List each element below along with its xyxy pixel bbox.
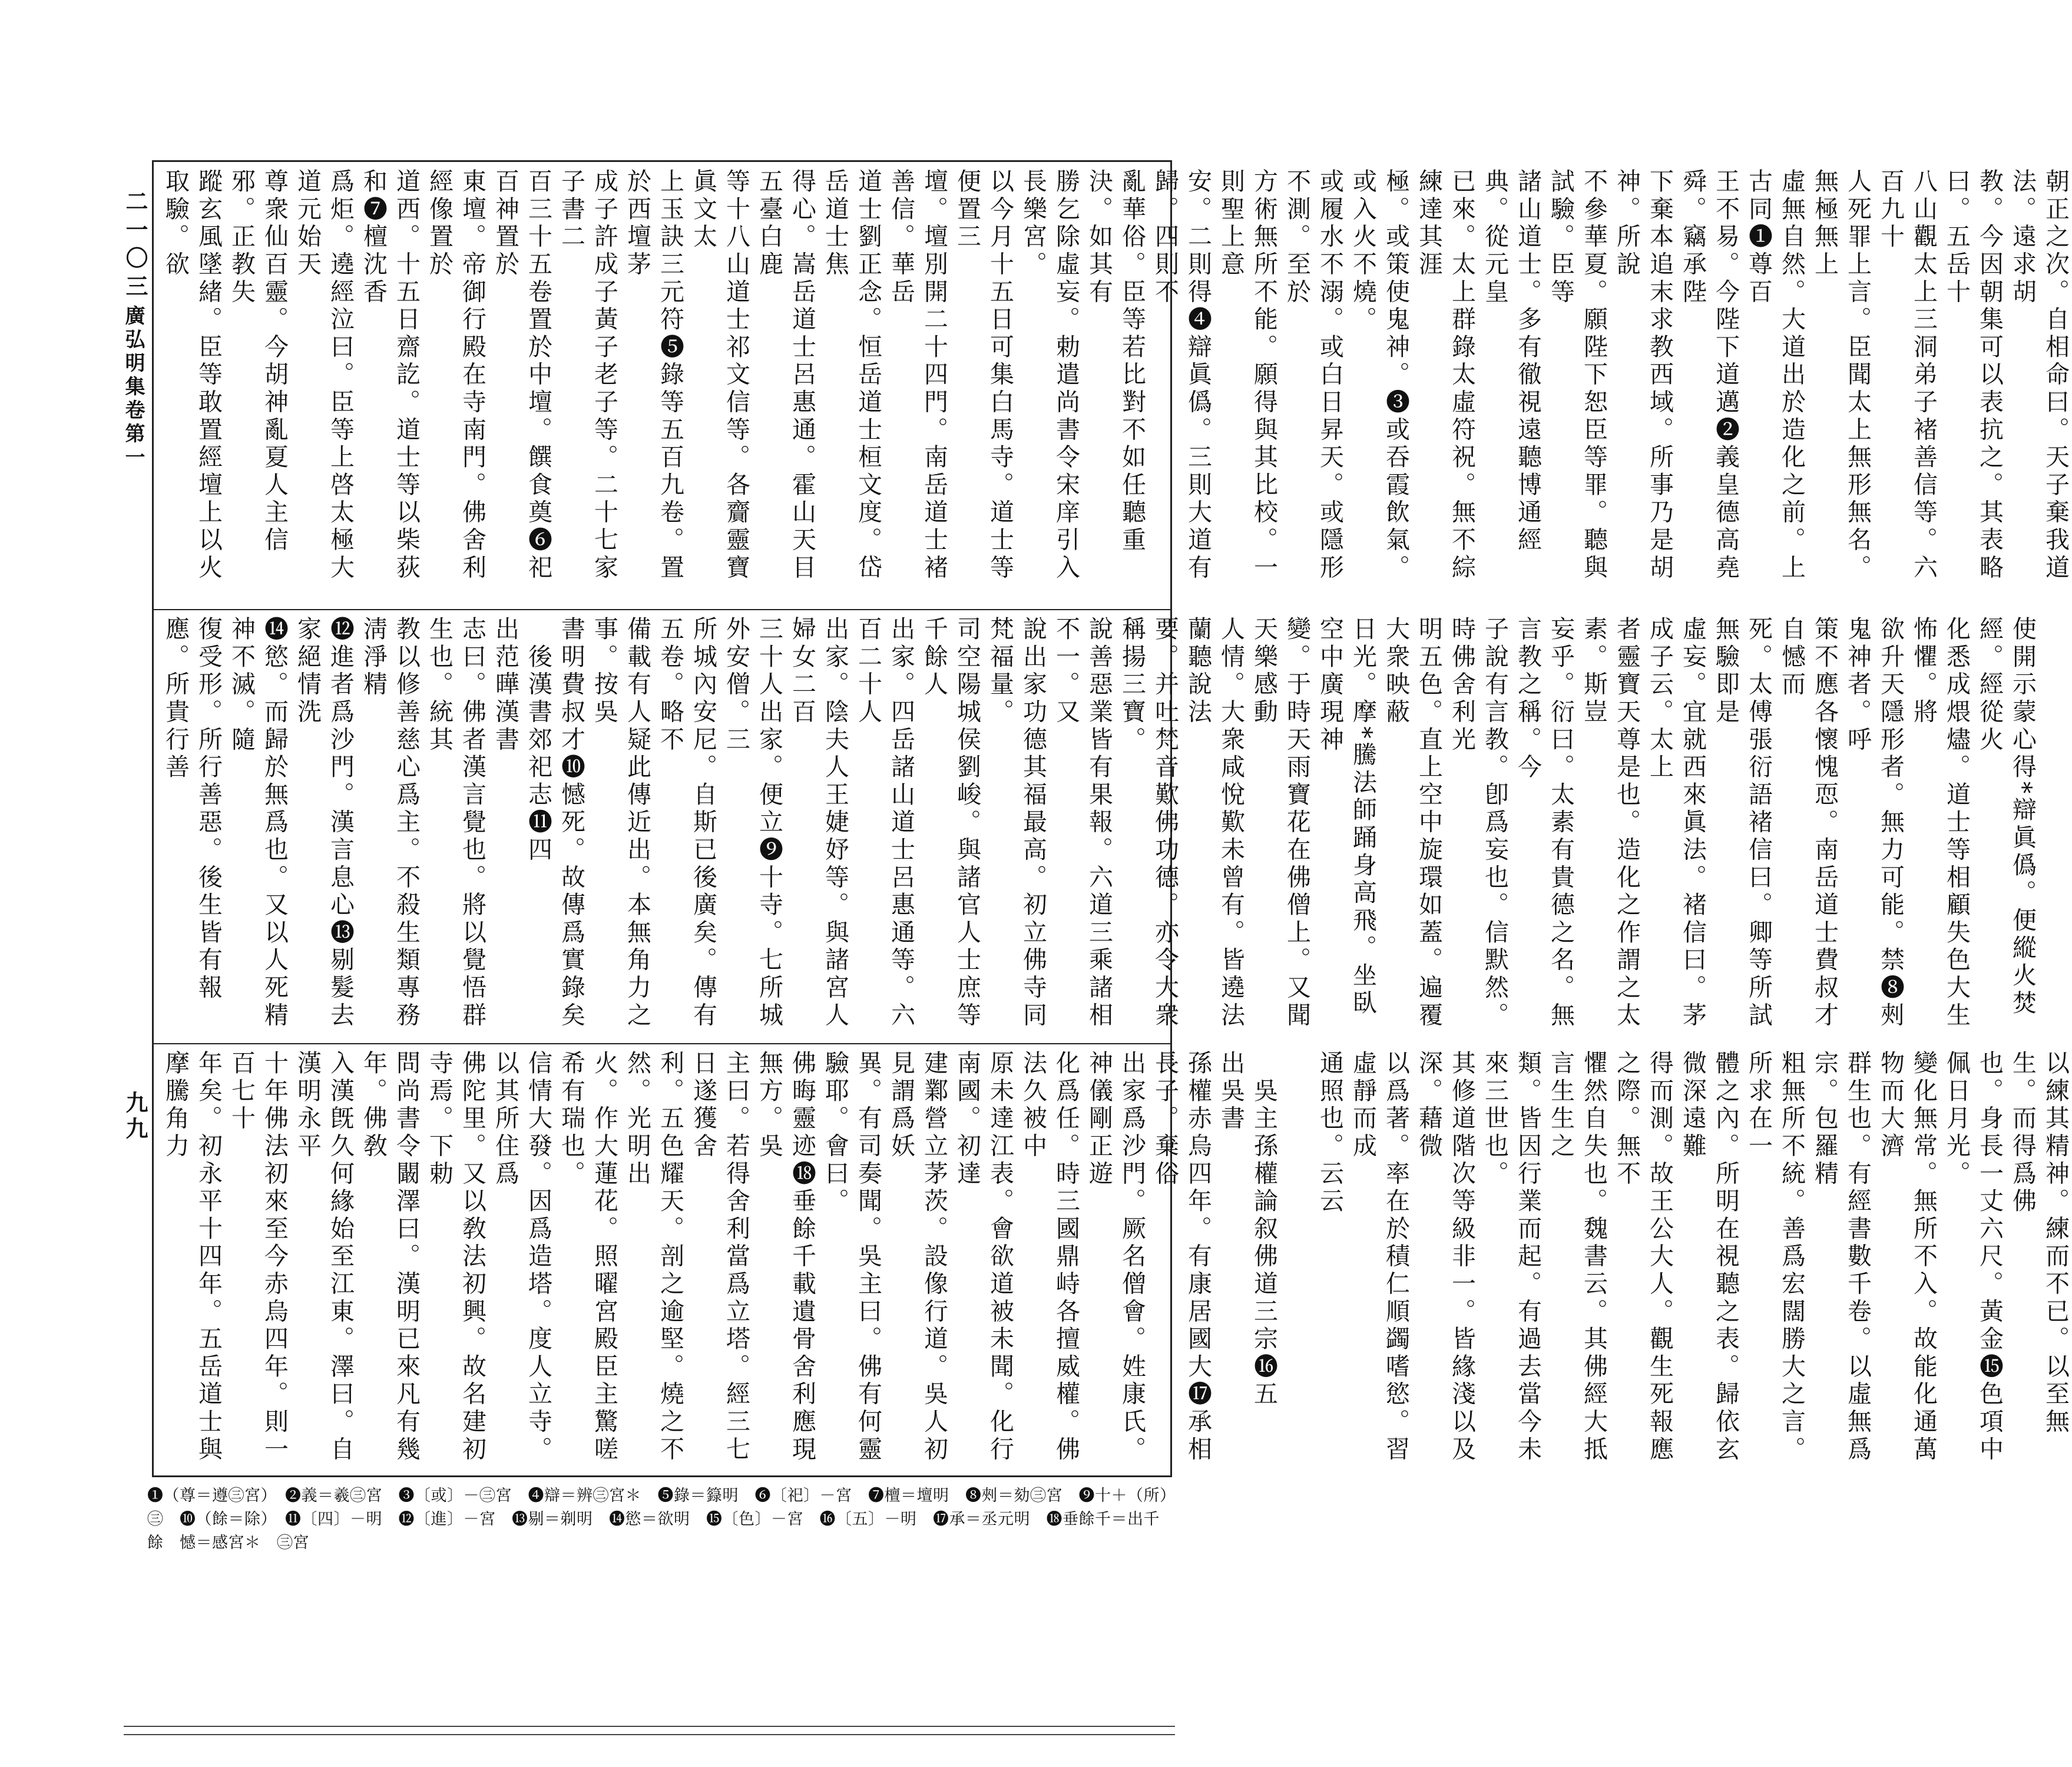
- text-column: 建鄴營立茅茨。設像行道。吳人初見謂爲妖: [887, 1050, 948, 1464]
- collation-footnotes: ❶（尊＝遵㊂宮） ❷義＝羲㊂宮 ❸〔或〕－㊂宮 ❹辯＝辨㊂宮＊ ❺錄＝籙明 ❻〔祀〕－宮 ❼檀＝壇明 ❽㓨＝劾㊂宮 ❾十＋（所）㊂ ❿（餘＝除） ⓫〔四〕－明 ⓬〔進〕－宮 ⓭剔＝剃明 ⓮慾＝欲明 ⓯〔色〕－宮 ⓰〔五〕－明 ⓱承＝丞元明 ⓲垂餘千＝出千餘 憾＝感宮＊ ㊂宮: [147, 1487, 1168, 1552]
- text-column: 死。太傅張衍語褚信曰。卿等所試無驗即是: [1712, 616, 1773, 1030]
- text-column: 主曰。若得舍利當爲立塔。經三七日遂獲舍: [689, 1050, 750, 1464]
- text-column: 信情大發。因爲造塔。度人立寺。以其所住爲: [491, 1050, 552, 1464]
- text-column: 欲升天隱形者。無力可能。禁❽㓨鬼神者。呼: [1843, 616, 1905, 1030]
- text-column: 體之內。所明在視聽之表。歸依玄微深遠難: [1679, 1050, 1740, 1464]
- text-column: 已來。太上群錄太虛符祝。無不綜練達其涯: [1415, 168, 1476, 582]
- text-column: 三十人出家。便立❾十寺。七所城外安僧。三: [722, 616, 783, 1030]
- text-column: 成子許成子黃子老子等。二十七家子書二: [557, 168, 618, 582]
- text-column: 以練其精神。練而不已。以至無生。而得爲佛: [2008, 1050, 2070, 1437]
- text-column: 爲炬。遶經泣曰。臣等上啓太極大道元始天: [293, 168, 355, 582]
- text-column: 蹤玄風墜緒。臣等敢置經壇上以火取驗。欲: [161, 168, 223, 582]
- text-column: 說出家功德其福最高。初立佛寺同梵福量。: [986, 616, 1047, 1030]
- text-column: 出家。陰夫人王婕妤等。與諸宮人婦女二百: [788, 616, 849, 1030]
- text-column: 出家爲沙門。厥名僧會。姓康氏。神儀剛正遊: [1085, 1050, 1146, 1464]
- text-column: 東壇。帝御行殿在寺南門。佛舍利經像置於: [425, 168, 486, 582]
- text-column: 志曰。佛者漢言覺也。將以覺悟群生也。統其: [425, 616, 486, 1030]
- bottom-rule: [124, 1726, 1175, 1727]
- text-column: 百三十五卷置於中壇。饌食奠❻祀百神置於: [491, 168, 552, 582]
- text-column: 十年佛法初來至今赤烏四年。則一百七十: [227, 1050, 289, 1464]
- text-column: 以今月十五日可集白馬寺。道士等便置三: [953, 168, 1014, 582]
- text-column: 虛無自然。大道出於造化之前。上古同❶尊百: [1745, 168, 1806, 582]
- text-column: 者靈寶天尊是也。造化之作謂之太素。斯豈: [1580, 616, 1641, 1030]
- bottom-rule-double: [124, 1734, 1175, 1735]
- text-column: [1280, 1050, 1313, 1470]
- text-column: 日光。摩*騰法師踊身高飛。坐臥空中廣現神: [1316, 616, 1377, 1018]
- text-column: 極。或策使鬼神。❸或吞霞飲氣。或入火不燒。: [1349, 168, 1410, 582]
- text-column: 化悉成煨燼。道士等相顧失色大生怖懼。將: [1909, 616, 1971, 1030]
- text-column: 教。今因朝集可以表抗之。其表略曰。五岳十: [1942, 168, 2004, 582]
- text-column: 人情。大衆咸悅歎未曾有。皆遶法蘭聽說法: [1184, 616, 1245, 1030]
- text-column: 王不易。今陛下道邁❷義皇德高堯舜。竊承陛: [1679, 168, 1740, 582]
- text-column: 備載有人疑此傳近出。本無角力之事。按吳: [590, 616, 651, 1030]
- text-column: 司空陽城侯劉峻。與諸官人士庶等千餘人: [920, 616, 981, 1030]
- text-column: 書明費叔才❿憾死。故傳爲實錄矣: [557, 616, 585, 1030]
- text-column: 復受形。所行善惡。後生皆有報應。所貴行善: [161, 616, 223, 1002]
- middle-text-block: [159, 616, 2037, 1057]
- text-column: 要。并吐梵音歎佛功德。亦令大衆稱揚三寶。: [1118, 616, 1179, 1030]
- leaf-number: 九九: [122, 1091, 148, 1143]
- lower-columns: [159, 1050, 2072, 1519]
- text-column: 佛晦靈迹⓲垂餘千載遺骨舍利應現無方。吳: [755, 1050, 816, 1464]
- text-column: 道士劉正念。恒岳道士桓文度。岱岳道士焦: [821, 168, 882, 582]
- text-column: 壇。壇別開二十四門。南岳道士褚善信。華岳: [887, 168, 948, 582]
- text-column: 化爲任。時三國鼎峙各擅威權。佛法久被中: [1019, 1050, 1080, 1464]
- text-column: 上玉訣三元符❺錄等五百九卷。置於西壇茅: [623, 168, 684, 582]
- text-column: 說善惡業皆有果報。六道三乘諸相不一。又: [1052, 616, 1113, 1030]
- text-column: 佛陀里。又以敎法初興。故名建初寺焉。下勅: [425, 1050, 486, 1464]
- text-column: 群生也。有經書數千卷。以虛無爲宗。包羅精: [1810, 1050, 1872, 1464]
- text-column: 變。于時天雨寶花在佛僧上。又聞天樂感動: [1250, 616, 1311, 1030]
- text-column: 虛妄。宜就西來眞法。褚信曰。茅成子云。太上: [1646, 616, 1707, 1030]
- text-column: 年矣。初永平十四年。五岳道士與摩騰角力: [161, 1050, 223, 1464]
- text-column: 所城內安尼。自斯已後廣矣。傳有五卷。略不: [656, 616, 717, 1030]
- text-column: 子說有言教。卽爲妄也。信默然。時佛舍利光: [1448, 616, 1509, 1030]
- text-column: 孫權赤烏四年。有康居國大⓱承相長子。棄俗: [1151, 1050, 1212, 1464]
- text-column: 問尚書令闞澤曰。漢明已來凡有幾年。佛敎: [359, 1050, 421, 1464]
- text-column: 方術無所不能。願得與其比校。一則聖上意: [1217, 168, 1278, 582]
- text-column: 出家。四岳諸山道士呂惠通等。六百二十人: [854, 616, 915, 1030]
- text-column: 亂華俗。臣等若比對不如任聽重決。如其有: [1085, 168, 1146, 555]
- text-column: 後漢書郊祀志⓫四 出范曄漢書: [491, 616, 552, 1057]
- lower-text-block: [159, 1050, 2070, 1519]
- text-column: 火。作大蓮花。照曜宮殿臣主驚嗟希有瑞也。: [557, 1050, 618, 1464]
- text-column: 得而測。故王公大人。觀生死報應之際。無不: [1613, 1050, 1674, 1464]
- running-head: 廣弘明集卷第一: [121, 305, 145, 470]
- text-column: ⓬進者爲沙門。漢言息心⓭剔髮去家絕情洗: [293, 616, 355, 1030]
- upper-text-block: [159, 168, 2070, 601]
- text-column: 等十八山道士祁文信等。各齎靈寶眞文太: [689, 168, 750, 582]
- text-column: 朝正之次。自相命曰。天子棄我道法。遠求胡: [2008, 168, 2070, 582]
- text-column: 粗無所不統。善爲宏闊勝大之言。所求在一: [1745, 1050, 1806, 1464]
- text-column: 其修道階次等級非一。皆緣淺以及深。藉微: [1415, 1050, 1476, 1464]
- text-column: 吳主孫權論叙佛道三宗⓰五 出吳書: [1217, 1050, 1278, 1519]
- text-column: 不參華夏。願陛下恕臣等罪。聽與試驗。臣等: [1547, 168, 1608, 582]
- text-column: 策不應各懷愧恧。南岳道士費叔才自憾而: [1778, 616, 1839, 1030]
- text-column: 勝乞除虛妄。勅遣尚書令宋庠引入長樂宮。: [1019, 168, 1080, 582]
- text-column: 明五色。直上空中旋環如蓋。遍覆大衆映蔽: [1382, 616, 1443, 1030]
- text-column: 原未達江表。會欲道被未聞。化行南國。初達: [953, 1050, 1014, 1464]
- block-divider-lower: [152, 1043, 1172, 1044]
- block-divider-upper: [152, 609, 1172, 610]
- text-column: 教以修善慈心爲主。不殺生類專務淸淨精: [359, 616, 421, 1030]
- text-column: 人死罪上言。臣聞太上無形無名。無極無上: [1810, 168, 1872, 582]
- text-column: 變化無常。無所不入。故能化通萬物而大濟: [1876, 1050, 1938, 1464]
- text-column: 或履水不溺。或白日昇天。或隱形不測。至於: [1283, 168, 1344, 582]
- text-column: 入漢旣久何緣始至江東。澤曰。自漢明永平: [293, 1050, 355, 1464]
- text-column: 也。身長一丈六尺。黃金⓯色項中佩日月光。: [1942, 1050, 2004, 1464]
- text-column: 尊衆仙百靈。今胡神亂夏人主信邪。正教失: [227, 168, 289, 555]
- text-column: 妄乎。衍曰。太素有貴德之名。無言教之稱。今: [1514, 616, 1575, 1030]
- text-column: 得心。嵩岳道士呂惠通。霍山天目五臺白鹿: [755, 168, 816, 582]
- text-column: 諸山道士。多有徹視遠聽博通經典。從元皇: [1481, 168, 1542, 555]
- text-column: 通照也。云云: [1316, 1050, 1344, 1216]
- text-column: 懼然自失也。魏書云。其佛經大抵言生生之: [1547, 1050, 1608, 1464]
- text-column: 類。皆因行業而起。有過去當今未來三世也。: [1481, 1050, 1542, 1464]
- text-column: 八山觀太上三洞弟子褚善信等。六百九十: [1876, 168, 1938, 582]
- text-column: 下棄本追末求教西域。所事乃是胡神。所說: [1613, 168, 1674, 582]
- page-number: 二一〇三: [122, 190, 148, 303]
- text-column: ⓮慾。而歸於無爲也。又以人死精神不滅。隨: [227, 616, 289, 1030]
- text-column: 使開示蒙心得*辯眞僞。便縱火焚經。經從火: [1975, 616, 2037, 1018]
- text-column: 道西。十五日齋訖。道士等以柴荻和❼檀沈香: [359, 168, 421, 582]
- text-column: 異。有司奏聞。吳主曰。佛有何靈驗耶。會曰。: [821, 1050, 882, 1464]
- upper-columns: [159, 168, 2072, 601]
- text-column: 安。二則得❹辯眞僞。三則大道有歸。四則不: [1151, 168, 1212, 582]
- middle-columns: [159, 616, 2039, 1057]
- text-column: 以爲著。率在於積仁順蠲嗜慾。習虛靜而成: [1349, 1050, 1410, 1464]
- text-column: 利。五色耀天。剖之逾堅。燒之不然。光明出: [623, 1050, 684, 1464]
